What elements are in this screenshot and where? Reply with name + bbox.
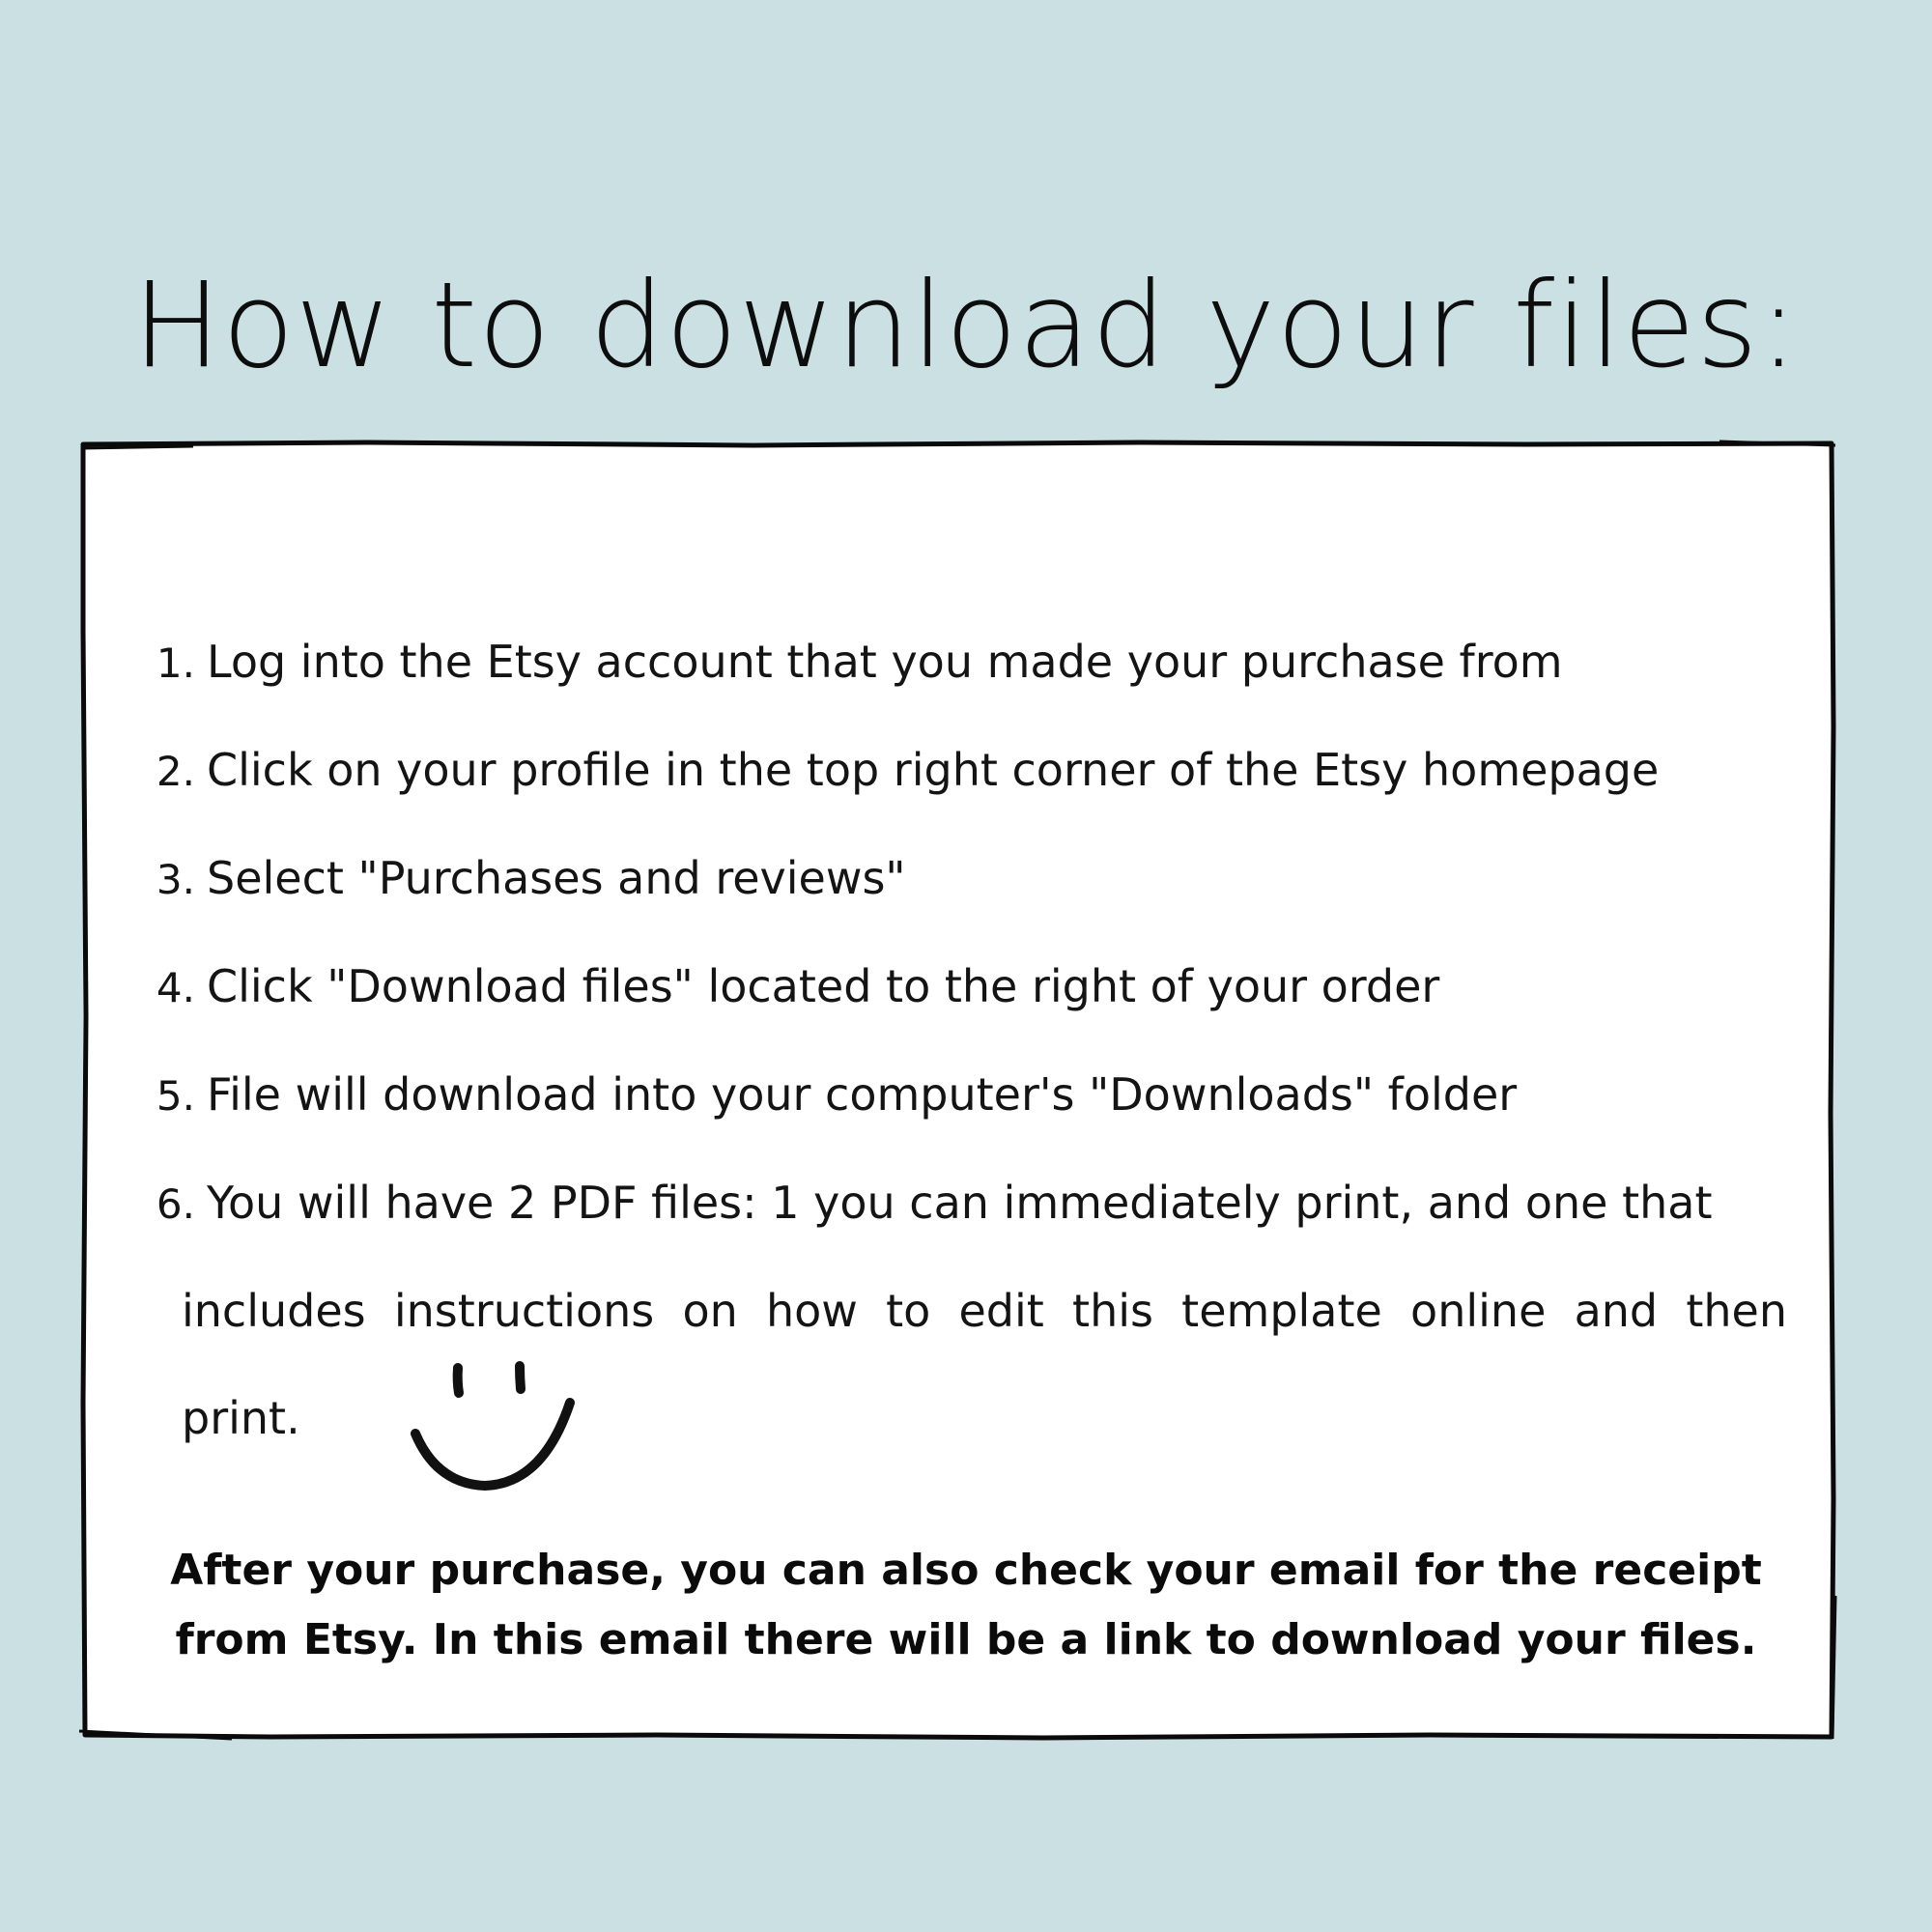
step-number: 4.	[156, 964, 195, 1011]
step-6-first-line	[135, 1150, 1787, 1258]
step-text: Click "Download files" located to the right of your order	[207, 960, 1440, 1012]
footer-line-1: After your purchase, you can also check your email for the receipt	[170, 1546, 1762, 1595]
step-text: Select "Purchases and reviews"	[207, 852, 906, 904]
step-6	[135, 1150, 1787, 1472]
step-text: Log into the Etsy account that you made your purchase from	[207, 636, 1563, 688]
step-text: Click on your profile in the top right corner of the Etsy homepage	[207, 744, 1660, 796]
step-2	[135, 717, 1787, 825]
step-number: 3.	[156, 856, 195, 903]
step-number: 5.	[156, 1072, 195, 1120]
step-text: You will have 2 PDF files: 1 you can immediately print, and one that	[207, 1177, 1713, 1229]
step-1	[135, 609, 1787, 717]
step-3	[135, 825, 1787, 933]
footer-line-2: from Etsy. In this email there will be a link to download your files.	[175, 1615, 1757, 1664]
step-text-continued: print.	[182, 1392, 300, 1444]
step-number: 6.	[156, 1180, 195, 1228]
smiley-face-icon	[408, 1360, 578, 1497]
page-title: How to download your files:	[132, 257, 1800, 394]
step-5	[135, 1041, 1787, 1150]
step-text-continued: includes instructions on how to edit this template online and then	[182, 1285, 1787, 1337]
step-4	[135, 933, 1787, 1041]
step-number: 2.	[156, 748, 195, 795]
step-number: 1.	[156, 639, 195, 687]
email-receipt-note	[116, 1536, 1816, 1675]
step-text: File will download into your computer's "Downloads" folder	[207, 1068, 1518, 1121]
steps-list	[135, 609, 1787, 1472]
